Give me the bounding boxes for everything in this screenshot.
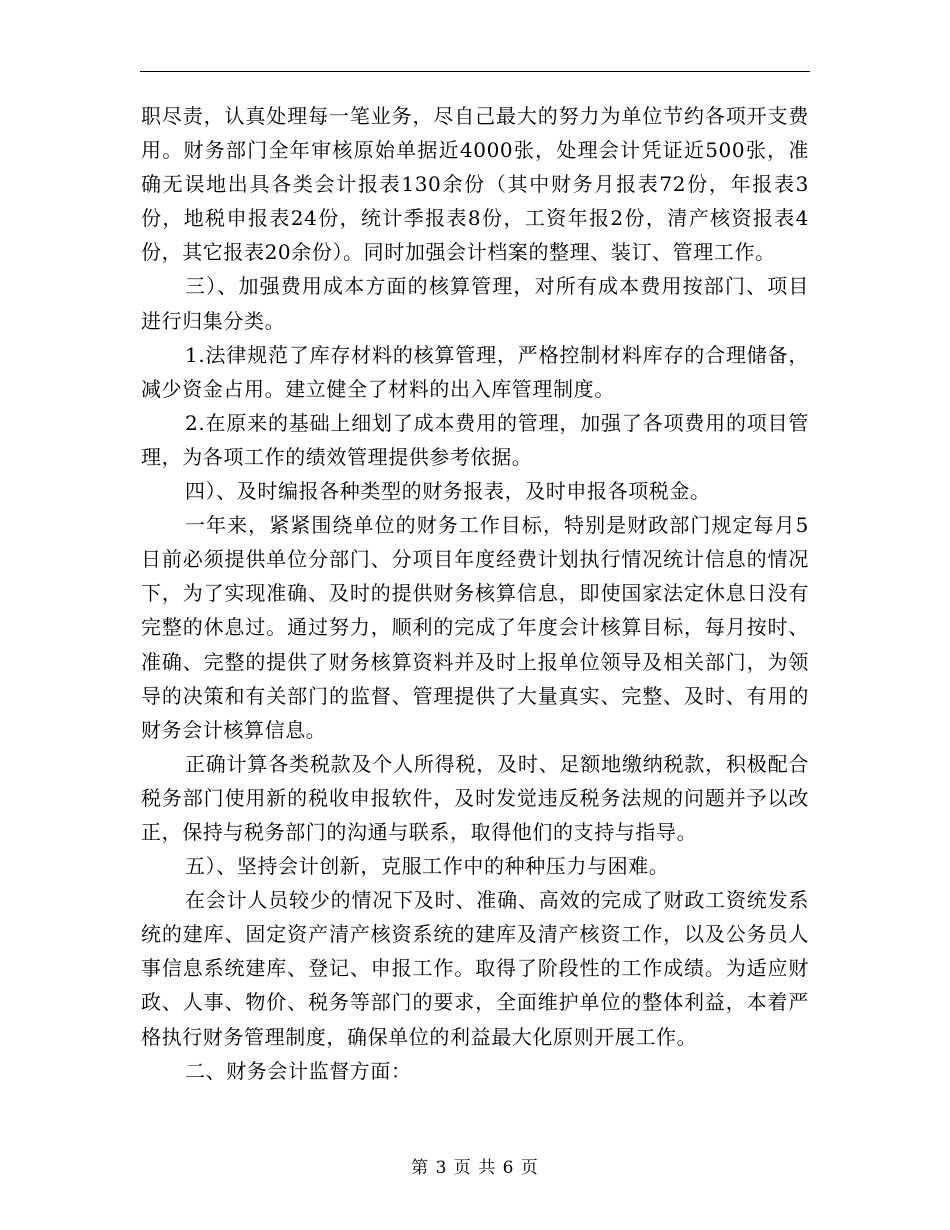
section-heading-5: 五）、坚持会计创新，克服工作中的种种压力与困难。	[185, 854, 670, 879]
paragraph: 一年来，紧紧围绕单位的财务工作目标，特别是财政部门规定每月5日前必须提供单位分部门、分项目年度经费计划执行情况统计信息的情况下，为了实现准确、及时的提供财务核算信息，即使国家法定休息日没有完整的休息过。通过努力，顺利的完成了年度会计核算目标，每月按时、准确、完整的提供了财务核算资料并及时上报单位领导及相关部门，为领导的决策和有关部门的监督、管理提供了大量真实、完整、及时、有用的财务会计核算信息。	[141, 513, 809, 742]
paragraph: 1.法律规范了库存材料的核算管理，严格控制材料库存的合理储备，减少资金占用。建立健全了材料的出入库管理制度。	[141, 342, 809, 401]
header-rule	[140, 71, 810, 72]
paragraph: 正确计算各类税款及个人所得税，及时、足额地缴纳税款，积极配合税务部门使用新的税收申报软件，及时发觉违反税务法规的问题并予以改正，保持与税务部门的沟通与联系，取得他们的支持与指导。	[141, 751, 809, 844]
paragraph: 职尽责，认真处理每一笔业务，尽自己最大的努力为单位节约各项开支费用。财务部门全年审核原始单据近4000张，处理会计凭证近500张，准确无误地出具各类会计报表130余份（其中财务月报表72份，年报表3份，地税申报表24份，统计季报表8份，工资年报2份，清产核资报表4份，其它报表20余份）。同时加强会计档案的整理、装订、管理工作。	[141, 104, 809, 265]
paragraph: 2.在原来的基础上细划了成本费用的管理，加强了各项费用的项目管理，为各项工作的绩效管理提供参考依据。	[141, 410, 809, 469]
section-heading-3: 三）、加强费用成本方面的核算管理，对所有成本费用按部门、项目进行归集分类。	[141, 274, 809, 333]
page-number-footer: 第 3 页 共 6 页	[411, 1158, 539, 1178]
document-body	[141, 99, 809, 1088]
section-heading-2: 二、财务会计监督方面：	[185, 1058, 412, 1083]
section-heading-4: 四）、及时编报各种类型的财务报表，及时申报各项税金。	[185, 479, 711, 504]
paragraph: 在会计人员较少的情况下及时、准确、高效的完成了财政工资统发系统的建库、固定资产清产核资系统的建库及清产核资工作，以及公务员人事信息系统建库、登记、申报工作。取得了阶段性的工作成绩。为适应财政、人事、物价、税务等部门的要求，全面维护单位的整体利益，本着严格执行财务管理制度，确保单位的利益最大化原则开展工作。	[141, 888, 809, 1049]
